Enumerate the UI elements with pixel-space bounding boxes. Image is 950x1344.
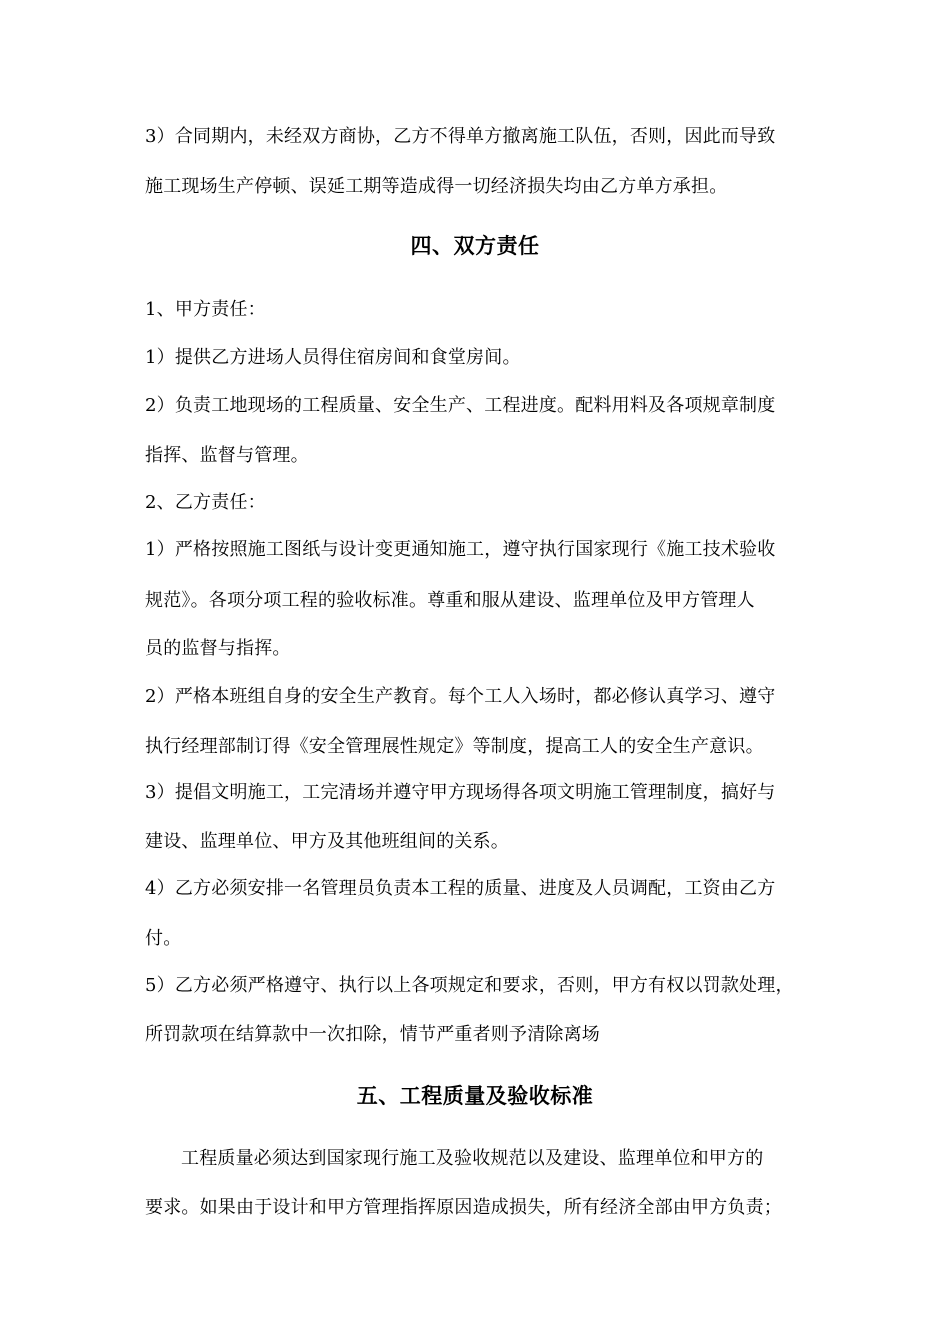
paragraph-line: 3）提倡文明施工，工完清场并遵守甲方现场得各项文明施工管理制度，搞好与 bbox=[145, 782, 776, 803]
paragraph-line: 5）乙方必须严格遵守、执行以上各项规定和要求，否则，甲方有权以罚款处理， bbox=[145, 975, 794, 996]
section-heading: 四、双方责任 bbox=[410, 233, 540, 258]
paragraph-line: 2、乙方责任： bbox=[145, 492, 266, 513]
paragraph-line: 建设、监理单位、甲方及其他班组间的关系。 bbox=[145, 831, 509, 852]
paragraph-line: 工程质量必须达到国家现行施工及验收规范以及建设、监理单位和甲方的 bbox=[181, 1148, 764, 1169]
paragraph-line: 2）负责工地现场的工程质量、安全生产、工程进度。配料用料及各项规章制度 bbox=[145, 395, 776, 416]
paragraph-line: 4）乙方必须安排一名管理员负责本工程的质量、进度及人员调配，工资由乙方 bbox=[145, 878, 776, 899]
section-heading: 五、工程质量及验收标准 bbox=[356, 1083, 594, 1108]
paragraph-line: 员的监督与指挥。 bbox=[145, 638, 291, 659]
paragraph-line: 1）严格按照施工图纸与设计变更通知施工，遵守执行国家现行《施工技术验收 bbox=[145, 539, 776, 560]
paragraph-line: 指挥、监督与管理。 bbox=[145, 445, 309, 466]
paragraph-line: 3）合同期内，未经双方商协，乙方不得单方撤离施工队伍，否则，因此而导致 bbox=[145, 126, 776, 147]
paragraph-line: 所罚款项在结算款中一次扣除，情节严重者则予清除离场 bbox=[145, 1024, 600, 1045]
paragraph-line: 1、甲方责任： bbox=[145, 299, 266, 320]
paragraph-line: 施工现场生产停顿、误延工期等造成得一切经济损失均由乙方单方承担。 bbox=[145, 176, 728, 197]
paragraph-line: 1）提供乙方进场人员得住宿房间和食堂房间。 bbox=[145, 347, 521, 368]
paragraph-line: 付。 bbox=[145, 928, 182, 949]
paragraph-line: 要求。如果由于设计和甲方管理指挥原因造成损失，所有经济全部由甲方负责； bbox=[145, 1197, 782, 1218]
paragraph-line: 执行经理部制订得《安全管理展性规定》等制度，提高工人的安全生产意识。 bbox=[145, 736, 764, 757]
paragraph-line: 规范》。各项分项工程的验收标准。尊重和服从建设、监理单位及甲方管理人 bbox=[145, 590, 755, 611]
paragraph-line: 2）严格本班组自身的安全生产教育。每个工人入场时，都必修认真学习、遵守 bbox=[145, 686, 776, 707]
